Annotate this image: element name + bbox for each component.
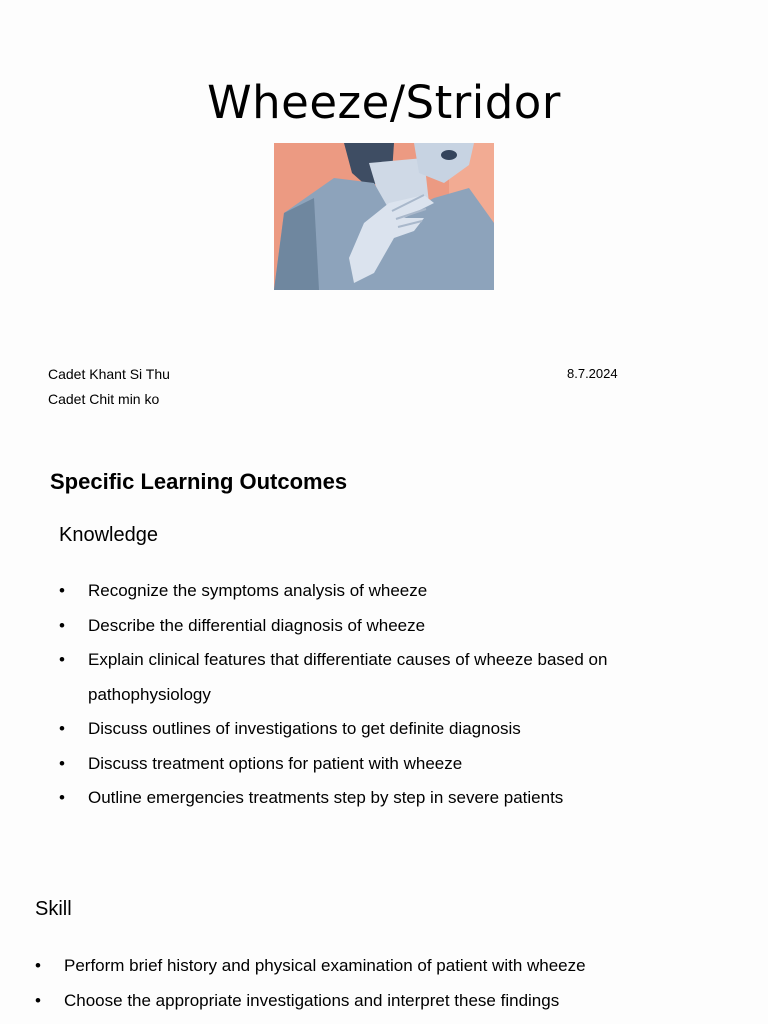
list-item: • Recognize the symptoms analysis of wheeze bbox=[59, 574, 659, 609]
person-holding-chest-image bbox=[274, 143, 494, 290]
author-name: Cadet Chit min ko bbox=[48, 391, 160, 407]
list-item: • Outline emergencies treatments step by step in severe patients bbox=[59, 781, 659, 816]
list-item: • Choose the appropriate investigations and interpret these findings bbox=[35, 983, 675, 1018]
list-item: • Explain clinical features that differentiate causes of wheeze based on pathophysiology bbox=[59, 643, 659, 712]
page-title: Wheeze/Stridor bbox=[207, 76, 561, 129]
skill-list bbox=[35, 948, 675, 1018]
skill-heading: Skill bbox=[35, 898, 72, 920]
list-item: • Discuss treatment options for patient with wheeze bbox=[59, 747, 659, 782]
list-item: • Discuss outlines of investigations to get definite diagnosis bbox=[59, 712, 659, 747]
author-name: Cadet Khant Si Thu bbox=[48, 366, 170, 382]
presentation-date: 8.7.2024 bbox=[567, 366, 618, 381]
knowledge-list bbox=[59, 574, 659, 816]
list-item: • Perform brief history and physical examination of patient with wheeze bbox=[35, 948, 675, 983]
section-heading: Specific Learning Outcomes bbox=[50, 469, 348, 494]
knowledge-heading: Knowledge bbox=[59, 524, 158, 546]
list-item: • Describe the differential diagnosis of wheeze bbox=[59, 609, 659, 644]
